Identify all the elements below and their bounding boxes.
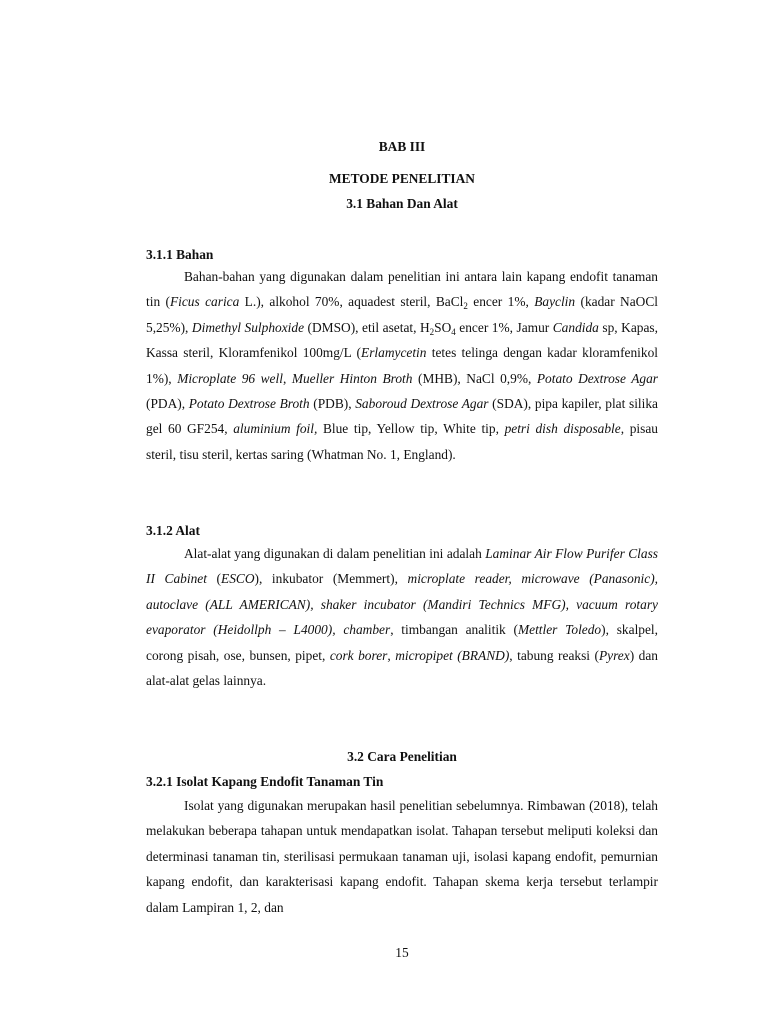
text-run: (MHB), NaCl 0,9%, <box>412 370 537 386</box>
italic-text: cork borer <box>329 647 388 663</box>
text-run: Bahan-bahan yang digunakan dalam penelitian ini antara lain kapang endofit tanaman tin ( <box>146 269 658 310</box>
text-run: (PDB), <box>309 396 356 412</box>
paragraph-alat <box>146 541 658 693</box>
subscript-text: 2 <box>429 326 435 337</box>
italic-text: Erlamycetin <box>361 345 427 361</box>
italic-text: Mueller Hinton Broth <box>291 370 413 386</box>
subsection-heading-3-2-1: 3.2.1 Isolat Kapang Endofit Tanaman Tin <box>146 774 384 789</box>
italic-text: Saboroud Dextrose Agar <box>355 396 489 412</box>
chapter-title: METODE PENELITIAN <box>329 171 475 186</box>
subsection-heading-3-1-2: 3.1.2 Alat <box>146 523 200 538</box>
italic-text: Laminar Air Flow Purifer Class II Cabinet <box>146 546 658 587</box>
text-run: Isolat yang digunakan merupakan hasil penelitian sebelumnya. Rimbawan (2018), telah melakukan beberapa tahapan untuk mendapatkan isolat. Tahapan tersebut meliputi koleksi dan determinasi tanaman tin, sterilisasi permukaan tanaman uji, isolasi kapang endofit, pemurnian kapang endofit, dan karakterisasi kapang endofit. Tahapan skema kerja tersebut terlampir dalam Lampiran 1, 2, dan <box>146 798 658 915</box>
italic-text: ESCO <box>221 571 255 587</box>
text-run: , <box>387 647 396 663</box>
text-run: , tabung reaksi ( <box>509 647 599 663</box>
text-run: (SDA), pipa kapiler, plat silika gel 60 GF254, <box>146 396 658 437</box>
italic-text: aluminium foil, <box>233 421 318 437</box>
chapter-number: BAB III <box>378 139 426 154</box>
subscript-text: 2 <box>463 301 468 312</box>
italic-text: Potato Dextrose Agar <box>536 370 658 386</box>
text-run: L.), alkohol 70%, aquadest steril, BaCl <box>239 294 464 310</box>
italic-text: Bayclin <box>534 294 576 310</box>
text-run: ( <box>206 571 222 587</box>
subscript-text: 4 <box>451 326 456 337</box>
text-run: sp, Kapas, Kassa steril, Kloramfenikol 100mg/L ( <box>146 319 658 361</box>
italic-text: Microplate 96 well <box>177 370 283 386</box>
page-number: 15 <box>395 945 409 960</box>
text-run: , <box>282 370 292 386</box>
italic-text: Pyrex <box>598 647 630 663</box>
text-run: Blue tip, Yellow tip, White tip, <box>317 421 505 437</box>
italic-text: petri dish disposable <box>504 421 621 437</box>
text-run: ), skalpel, corong pisah, ose, bunsen, pipet, <box>146 622 658 663</box>
paragraph-text <box>146 541 658 693</box>
italic-text: Potato Dextrose Broth <box>188 396 310 412</box>
italic-text: microplate reader, microwave (Panasonic), autoclave (ALL AMERICAN), shaker incubator (Mandiri Technics MFG), vacuum rotary evaporator (Heidollph – L4000), chamber <box>146 571 658 638</box>
text-run: Alat-alat yang digunakan di dalam penelitian ini adalah <box>184 546 486 561</box>
text-run: (PDA), <box>146 396 189 412</box>
section-heading-3-1: 3.1 Bahan Dan Alat <box>346 196 458 211</box>
text-run: ) dan alat-alat gelas lainnya. <box>146 647 658 689</box>
italic-text: Ficus carica <box>169 294 240 310</box>
subsection-heading-3-1-1: 3.1.1 Bahan <box>146 247 214 262</box>
text-run: SO <box>434 319 452 335</box>
italic-text: Dimethyl Sulphoxide <box>191 319 305 335</box>
text-run: encer 1%, <box>467 294 535 310</box>
paragraph-isolat <box>146 793 658 920</box>
text-run: ), inkubator (Memmert), <box>254 571 408 587</box>
section-heading-3-2: 3.2 Cara Penelitian <box>347 749 457 764</box>
text-run: (kadar NaOCl 5,25%), <box>146 294 658 335</box>
italic-text: micropipet (BRAND) <box>395 647 510 663</box>
text-run: , timbangan analitik ( <box>390 622 518 638</box>
text-run: (DMSO), etil asetat, H <box>304 319 430 335</box>
paragraph-bahan <box>146 264 658 467</box>
text-run: tetes telinga dengan kadar kloramfenikol 1%), <box>146 345 659 386</box>
paragraph-text <box>146 793 658 920</box>
paragraph-text <box>146 264 658 467</box>
italic-text: Mettler Toledo <box>517 622 602 638</box>
text-run: , pisau steril, tisu steril, kertas saring (Whatman No. 1, England). <box>146 421 658 462</box>
italic-text: Candida <box>552 319 599 335</box>
text-run: encer 1%, Jamur <box>455 319 553 335</box>
